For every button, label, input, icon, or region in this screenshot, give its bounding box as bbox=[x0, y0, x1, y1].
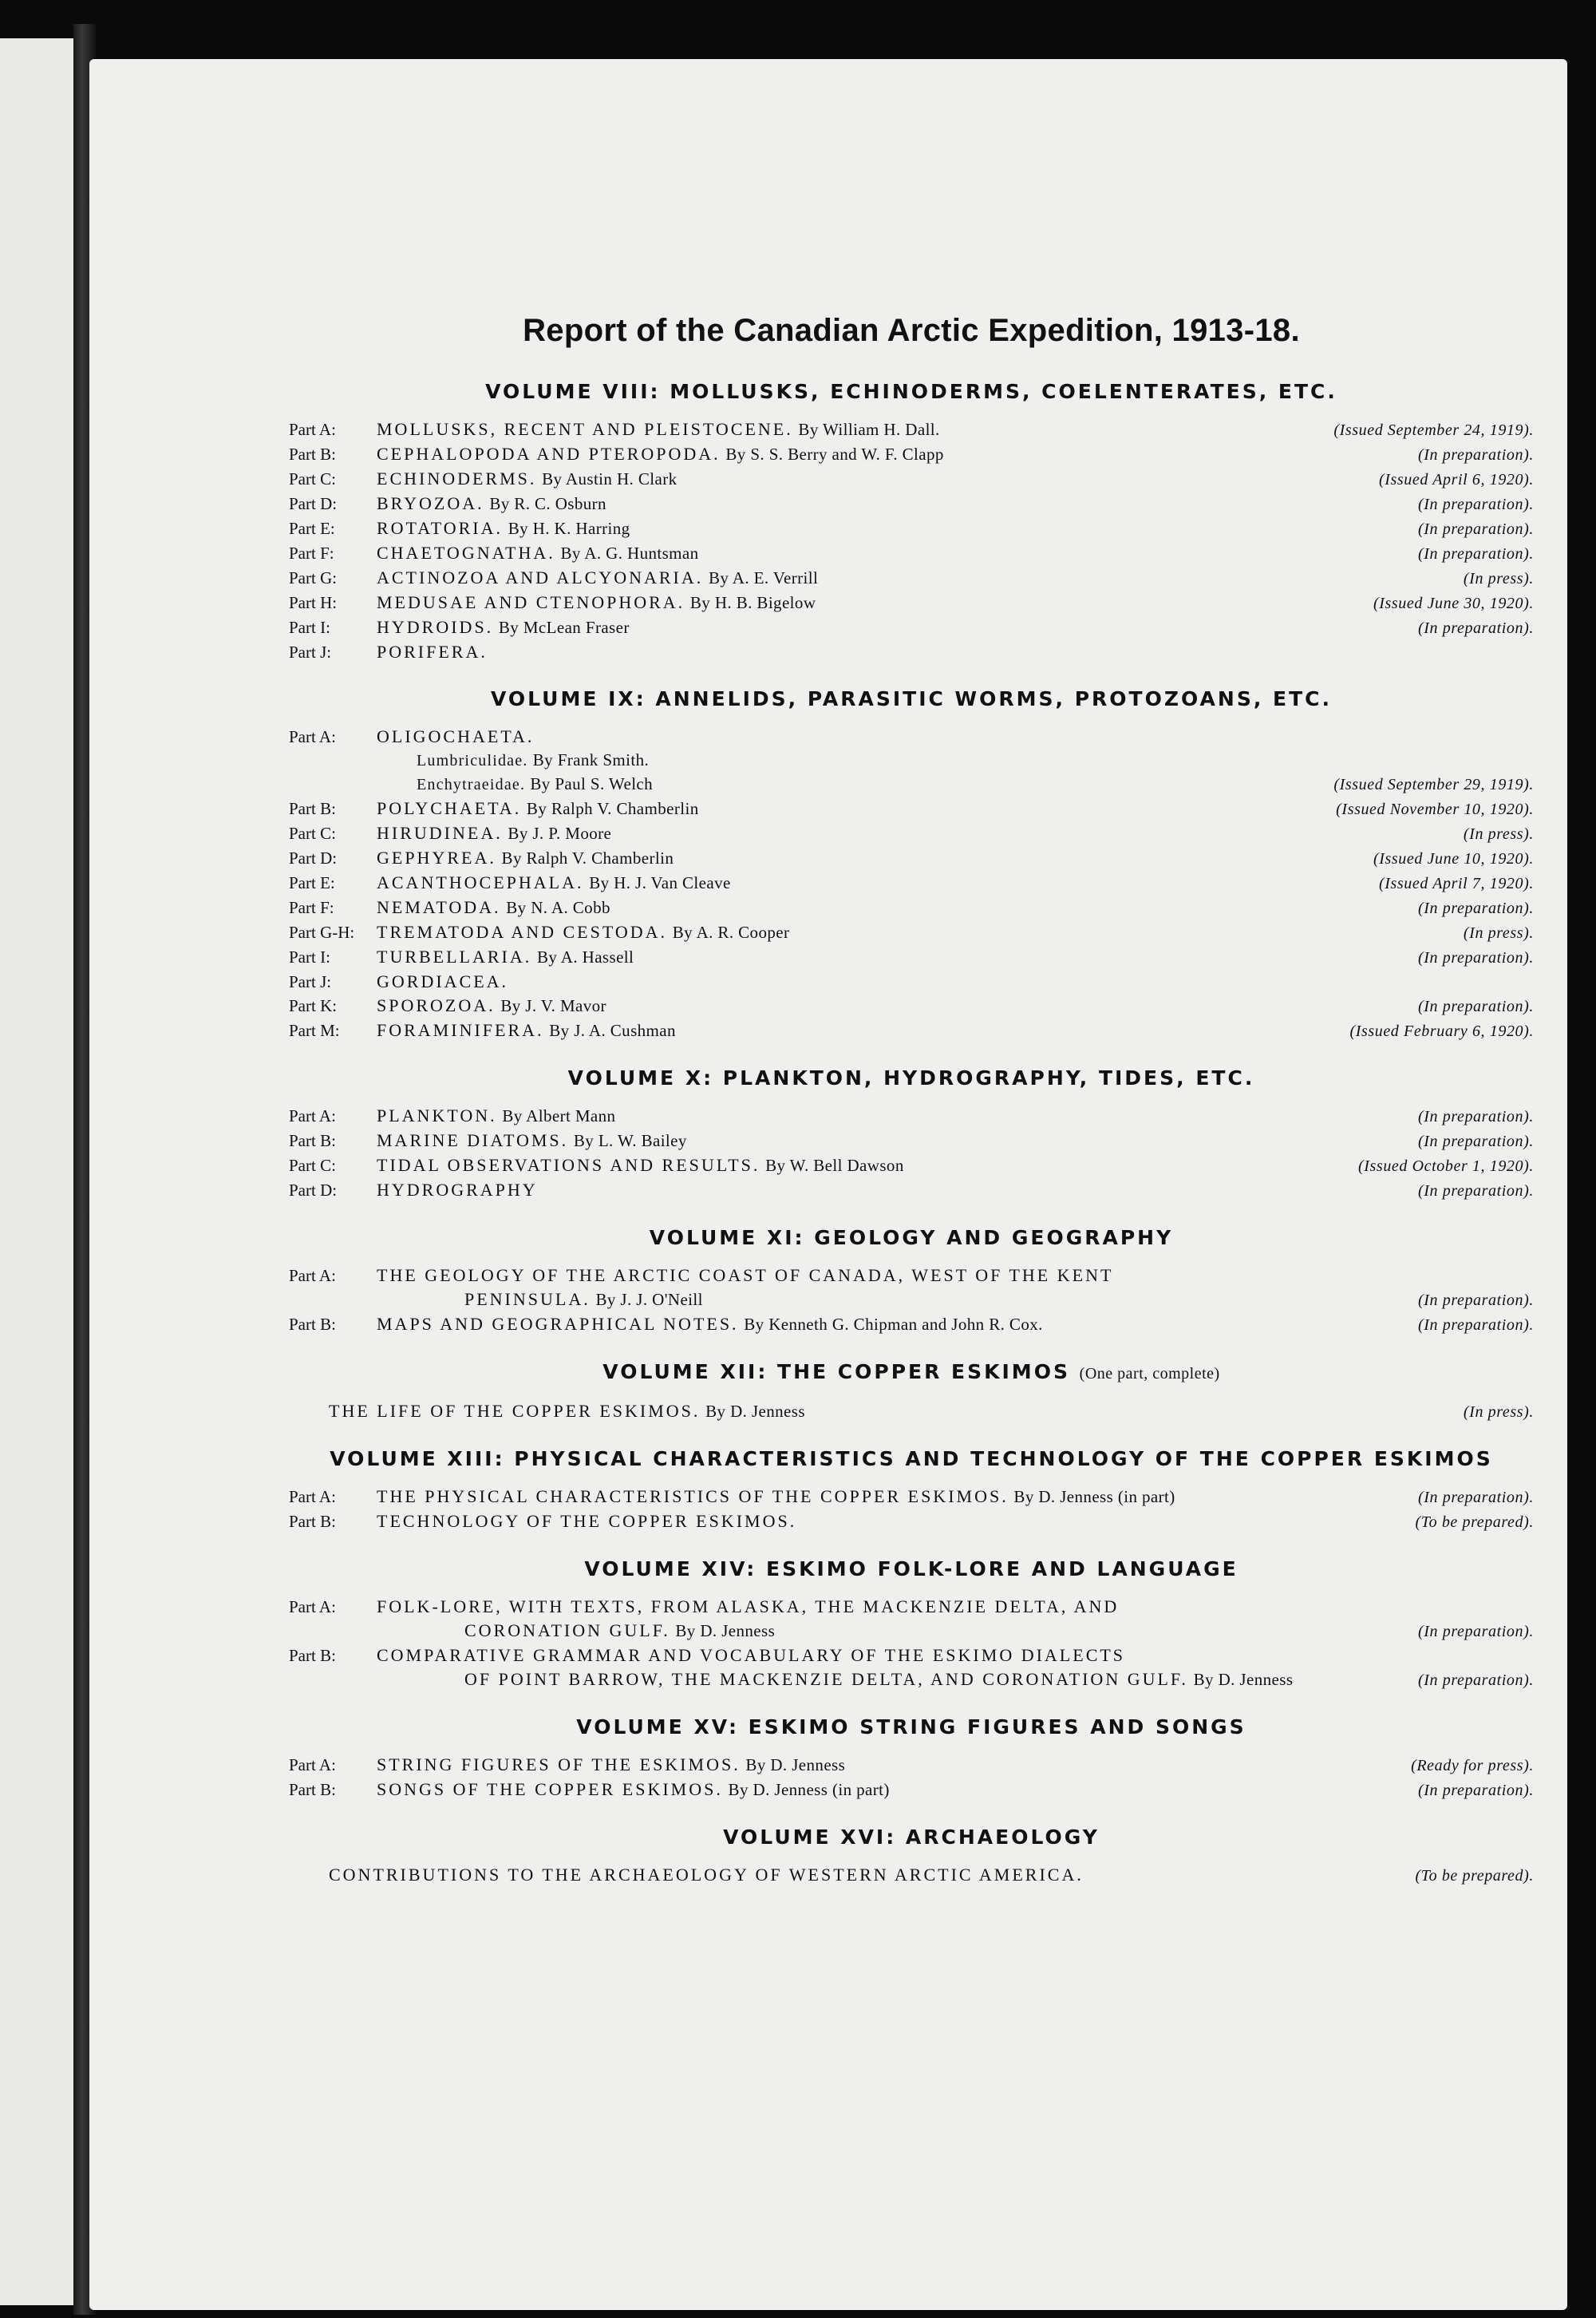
volume-section bbox=[289, 1448, 1534, 1534]
part-title: SPOROZOA. bbox=[377, 995, 496, 1015]
part-status: (In preparation). bbox=[1418, 900, 1534, 917]
page-title: Report of the Canadian Arctic Expedition, 1913-18. bbox=[523, 313, 1300, 348]
part-author: By D. Jenness (in part) bbox=[728, 1780, 890, 1799]
volume-heading-text: VOLUME XVI: ARCHAEOLOGY bbox=[723, 1826, 1100, 1849]
part-entry bbox=[289, 1509, 1534, 1534]
part-text bbox=[377, 1178, 1407, 1201]
part-text bbox=[377, 566, 1452, 590]
part-text bbox=[377, 896, 1407, 920]
part-title: FORAMINIFERA. bbox=[377, 1020, 544, 1040]
part-status: (Issued September 24, 1919). bbox=[1333, 421, 1534, 439]
part-title: FOLK-LORE, WITH TEXTS, FROM ALASKA, THE MACKENZIE DELTA, AND bbox=[377, 1596, 1120, 1616]
part-title: HIRUDINEA. bbox=[377, 823, 503, 843]
part-title: ACANTHOCEPHALA. bbox=[377, 872, 584, 892]
part-status: (Ready for press). bbox=[1411, 1757, 1534, 1774]
part-label: Part B: bbox=[289, 799, 336, 818]
part-entry bbox=[289, 1104, 1534, 1129]
adjacent-page-edge bbox=[0, 38, 73, 2305]
part-status: (Issued April 7, 1920). bbox=[1379, 875, 1534, 892]
part-entry bbox=[289, 773, 1534, 797]
part-title: PLANKTON. bbox=[377, 1106, 497, 1125]
part-text bbox=[377, 1104, 1407, 1128]
part-title: Lumbriculidae. bbox=[417, 752, 528, 769]
part-text bbox=[377, 1644, 1534, 1667]
part-label: Part G: bbox=[289, 568, 338, 587]
part-text bbox=[464, 1667, 1407, 1691]
part-status: (Issued June 10, 1920). bbox=[1373, 850, 1534, 868]
part-label: Part I: bbox=[289, 947, 330, 967]
part-author: By A. R. Cooper bbox=[672, 923, 790, 942]
part-status: (In preparation). bbox=[1418, 446, 1534, 464]
part-status: (To be prepared). bbox=[1415, 1513, 1534, 1531]
part-text bbox=[417, 773, 1322, 797]
part-text bbox=[377, 1129, 1407, 1153]
volume-section bbox=[289, 1067, 1534, 1203]
part-text bbox=[377, 1595, 1534, 1618]
part-label: Part J: bbox=[289, 643, 332, 662]
part-entry bbox=[289, 591, 1534, 615]
part-status: (In press). bbox=[1463, 924, 1534, 942]
part-author: By J. V. Mavor bbox=[500, 996, 606, 1015]
part-entry bbox=[289, 640, 1534, 664]
part-entry bbox=[289, 1778, 1534, 1802]
part-status: (In preparation). bbox=[1418, 1316, 1534, 1334]
part-title: SONGS OF THE COPPER ESKIMOS. bbox=[377, 1779, 723, 1799]
part-author: By H. J. Van Cleave bbox=[589, 873, 731, 892]
part-label: Part E: bbox=[289, 519, 335, 538]
part-entry bbox=[289, 945, 1534, 970]
part-entry bbox=[289, 467, 1534, 492]
volume-heading-text: VOLUME XII: THE COPPER ESKIMOS bbox=[602, 1360, 1070, 1383]
part-title: TECHNOLOGY OF THE COPPER ESKIMOS. bbox=[377, 1511, 797, 1531]
part-author: By D. Jenness bbox=[1193, 1670, 1294, 1689]
part-title: ECHINODERMS. bbox=[377, 469, 537, 489]
part-status: (In preparation). bbox=[1418, 1489, 1534, 1506]
part-text bbox=[377, 725, 1534, 748]
part-entry bbox=[289, 1312, 1534, 1337]
part-status: (Issued November 10, 1920). bbox=[1336, 801, 1534, 818]
part-entry bbox=[289, 566, 1534, 591]
volume-heading-text: VOLUME XI: GEOLOGY AND GEOGRAPHY bbox=[649, 1226, 1174, 1249]
part-text bbox=[377, 871, 1368, 895]
part-entry bbox=[289, 1019, 1534, 1043]
part-title: TIDAL OBSERVATIONS AND RESULTS. bbox=[377, 1155, 760, 1175]
part-label: Part B: bbox=[289, 1315, 336, 1334]
volume-heading bbox=[289, 688, 1534, 710]
part-title: MOLLUSKS, RECENT AND PLEISTOCENE. bbox=[377, 419, 793, 439]
volume-heading-text: VOLUME X: PLANKTON, HYDROGRAPHY, TIDES, ETC. bbox=[567, 1066, 1255, 1090]
part-label: Part B: bbox=[289, 1780, 336, 1799]
part-author: By McLean Fraser bbox=[498, 618, 630, 637]
part-entry bbox=[289, 1595, 1534, 1619]
part-author: By J. A. Cushman bbox=[549, 1021, 676, 1040]
part-author: By N. A. Cobb bbox=[506, 898, 610, 917]
part-status: (In preparation). bbox=[1418, 1623, 1534, 1640]
volume-heading-text: VOLUME XIII: PHYSICAL CHARACTERISTICS AND TECHNOLOGY OF THE COPPER ESKIMOS bbox=[330, 1447, 1493, 1470]
part-text bbox=[377, 821, 1452, 845]
part-status: (In press). bbox=[1463, 570, 1534, 587]
part-text bbox=[377, 846, 1362, 870]
part-entry bbox=[289, 821, 1534, 846]
part-title: GORDIACEA. bbox=[377, 971, 509, 991]
part-label: Part K: bbox=[289, 996, 338, 1015]
part-status: (In preparation). bbox=[1418, 496, 1534, 513]
part-author: By Kenneth G. Chipman and John R. Cox. bbox=[744, 1315, 1043, 1334]
part-text bbox=[377, 615, 1407, 639]
volume-heading-text: VOLUME XV: ESKIMO STRING FIGURES AND SONGS bbox=[576, 1715, 1246, 1738]
part-status: (In press). bbox=[1463, 825, 1534, 843]
part-status: (In preparation). bbox=[1418, 1671, 1534, 1689]
part-entry bbox=[289, 492, 1534, 516]
part-author: By R. C. Osburn bbox=[489, 494, 606, 513]
part-entry bbox=[289, 749, 1534, 773]
part-status: (In preparation). bbox=[1418, 949, 1534, 967]
part-title: OLIGOCHAETA. bbox=[377, 726, 535, 746]
part-author: By S. S. Berry and W. F. Clapp bbox=[725, 445, 944, 464]
part-status: (Issued September 29, 1919). bbox=[1333, 776, 1534, 793]
part-text bbox=[377, 920, 1452, 944]
part-label: Part B: bbox=[289, 1646, 336, 1665]
part-title: Enchytraeidae. bbox=[417, 776, 526, 793]
part-author: By A. E. Verrill bbox=[708, 568, 819, 587]
part-text bbox=[417, 749, 1534, 773]
part-entry bbox=[289, 1753, 1534, 1778]
part-text bbox=[377, 1753, 1400, 1777]
part-status: (In press). bbox=[1463, 1403, 1534, 1421]
part-title: MARINE DIATOMS. bbox=[377, 1130, 569, 1150]
volume-section bbox=[289, 381, 1534, 664]
volume-heading bbox=[289, 1826, 1534, 1849]
part-status: (In preparation). bbox=[1418, 1182, 1534, 1200]
volume-heading-text: VOLUME VIII: MOLLUSKS, ECHINODERMS, COELENTERATES, ETC. bbox=[485, 380, 1337, 403]
part-text bbox=[377, 417, 1322, 441]
volume-heading bbox=[289, 1558, 1534, 1580]
volume-heading bbox=[289, 1067, 1534, 1090]
volume-heading bbox=[289, 1448, 1534, 1470]
part-entry bbox=[289, 1264, 1534, 1288]
part-text bbox=[377, 1778, 1407, 1802]
part-entry bbox=[289, 615, 1534, 640]
volume-heading bbox=[289, 1227, 1534, 1249]
part-author: By D. Jenness bbox=[705, 1402, 805, 1421]
volume-section bbox=[289, 688, 1534, 1043]
part-title: STRING FIGURES OF THE ESKIMOS. bbox=[377, 1754, 741, 1774]
volume-heading bbox=[289, 1361, 1534, 1385]
part-title: CHAETOGNATHA. bbox=[377, 543, 555, 563]
volume-heading bbox=[289, 381, 1534, 403]
part-title: HYDROIDS. bbox=[377, 617, 494, 637]
part-label: Part F: bbox=[289, 898, 334, 917]
part-entry bbox=[289, 797, 1534, 821]
part-text bbox=[377, 640, 1534, 663]
volume-list bbox=[289, 381, 1534, 1888]
volume-section bbox=[289, 1826, 1534, 1888]
part-label: Part M: bbox=[289, 1021, 340, 1040]
part-entry bbox=[289, 1178, 1534, 1203]
part-label: Part A: bbox=[289, 1106, 336, 1125]
part-text bbox=[329, 1863, 1404, 1886]
volume-note: (One part, complete) bbox=[1079, 1365, 1220, 1382]
part-title: PORIFERA. bbox=[377, 642, 488, 662]
part-author: By D. Jenness bbox=[675, 1621, 776, 1640]
part-author: By L. W. Bailey bbox=[573, 1131, 687, 1150]
part-label: Part C: bbox=[289, 469, 336, 489]
part-entry bbox=[289, 1863, 1534, 1888]
part-entry bbox=[289, 1153, 1534, 1178]
part-status: (In preparation). bbox=[1418, 1782, 1534, 1799]
document-page bbox=[89, 59, 1567, 2310]
part-status: (In preparation). bbox=[1418, 545, 1534, 563]
part-label: Part D: bbox=[289, 848, 338, 868]
part-author: By H. K. Harring bbox=[508, 519, 630, 538]
part-label: Part G-H: bbox=[289, 923, 355, 942]
part-status: (Issued February 6, 1920). bbox=[1349, 1023, 1534, 1040]
part-label: Part C: bbox=[289, 1156, 336, 1175]
volume-section bbox=[289, 1558, 1534, 1692]
part-text bbox=[464, 1288, 1407, 1311]
part-title: POLYCHAETA. bbox=[377, 798, 522, 818]
part-text bbox=[377, 945, 1407, 969]
part-status: (Issued June 30, 1920). bbox=[1373, 595, 1534, 612]
part-author: By A. G. Huntsman bbox=[560, 544, 699, 563]
part-label: Part A: bbox=[289, 1266, 336, 1285]
part-author: By William H. Dall. bbox=[798, 420, 940, 439]
volume-heading bbox=[289, 1716, 1534, 1738]
part-title: ACTINOZOA AND ALCYONARIA. bbox=[377, 568, 704, 587]
page-content bbox=[289, 313, 1534, 1888]
part-entry bbox=[289, 1129, 1534, 1153]
part-text bbox=[377, 516, 1407, 540]
part-entry bbox=[289, 920, 1534, 945]
part-entry bbox=[289, 1644, 1534, 1667]
part-text bbox=[377, 1485, 1407, 1509]
part-title: MEDUSAE AND CTENOPHORA. bbox=[377, 592, 685, 612]
part-label: Part A: bbox=[289, 727, 336, 746]
part-title: COMPARATIVE GRAMMAR AND VOCABULARY OF THE ESKIMO DIALECTS bbox=[377, 1645, 1126, 1665]
part-entry-continued bbox=[289, 1619, 1534, 1644]
part-label: Part B: bbox=[289, 445, 336, 464]
part-text bbox=[464, 1619, 1407, 1643]
volume-heading-text: VOLUME XIV: ESKIMO FOLK-LORE AND LANGUAGE bbox=[584, 1557, 1238, 1580]
part-title: THE LIFE OF THE COPPER ESKIMOS. bbox=[329, 1401, 701, 1421]
part-entry bbox=[289, 442, 1534, 467]
part-label: Part I: bbox=[289, 618, 330, 637]
part-text bbox=[377, 1019, 1338, 1042]
part-entry bbox=[289, 516, 1534, 541]
part-status: (In preparation). bbox=[1418, 1108, 1534, 1125]
part-author: By Frank Smith. bbox=[532, 750, 650, 769]
part-label: Part A: bbox=[289, 1755, 336, 1774]
part-label: Part A: bbox=[289, 1597, 336, 1616]
part-status: (Issued October 1, 1920). bbox=[1358, 1157, 1534, 1175]
part-label: Part J: bbox=[289, 972, 332, 991]
part-label: Part A: bbox=[289, 420, 336, 439]
part-entry bbox=[289, 541, 1534, 566]
part-author: By D. Jenness (in part) bbox=[1013, 1487, 1175, 1506]
part-entry bbox=[289, 896, 1534, 920]
part-entry-continued bbox=[289, 1288, 1534, 1312]
part-title: HYDROGRAPHY bbox=[377, 1180, 538, 1200]
part-text bbox=[377, 1509, 1404, 1533]
part-text bbox=[329, 1399, 1452, 1423]
part-status: (In preparation). bbox=[1418, 998, 1534, 1015]
part-author: By Ralph V. Chamberlin bbox=[501, 848, 674, 868]
part-status: (In preparation). bbox=[1418, 619, 1534, 637]
part-status: (In preparation). bbox=[1418, 520, 1534, 538]
part-author: By H. B. Bigelow bbox=[689, 593, 816, 612]
part-label: Part F: bbox=[289, 544, 334, 563]
part-label: Part B: bbox=[289, 1512, 336, 1531]
part-author: By W. Bell Dawson bbox=[765, 1156, 904, 1175]
part-title: TREMATODA AND CESTODA. bbox=[377, 922, 668, 942]
part-text bbox=[377, 797, 1325, 821]
part-title: GEPHYREA. bbox=[377, 848, 496, 868]
part-text bbox=[377, 970, 1534, 993]
part-label: Part D: bbox=[289, 494, 338, 513]
part-status: (In preparation). bbox=[1418, 1292, 1534, 1309]
part-label: Part H: bbox=[289, 593, 338, 612]
part-text bbox=[377, 994, 1407, 1018]
part-title: CEPHALOPODA AND PTEROPODA. bbox=[377, 444, 721, 464]
part-entry bbox=[289, 1485, 1534, 1509]
part-text bbox=[377, 1153, 1347, 1177]
part-author: By J. P. Moore bbox=[508, 824, 612, 843]
part-text bbox=[377, 1312, 1407, 1336]
volume-section bbox=[289, 1716, 1534, 1802]
volume-section bbox=[289, 1227, 1534, 1337]
part-entry bbox=[289, 994, 1534, 1019]
part-status: (To be prepared). bbox=[1415, 1867, 1534, 1885]
part-entry bbox=[289, 1399, 1534, 1424]
part-title: NEMATODA. bbox=[377, 897, 501, 917]
part-entry-continued bbox=[289, 1667, 1534, 1692]
part-entry bbox=[289, 871, 1534, 896]
part-title: TURBELLARIA. bbox=[377, 947, 532, 967]
part-title: MAPS AND GEOGRAPHICAL NOTES. bbox=[377, 1314, 739, 1334]
part-title: CONTRIBUTIONS TO THE ARCHAEOLOGY OF WESTERN ARCTIC AMERICA. bbox=[329, 1865, 1084, 1885]
part-author: By Austin H. Clark bbox=[542, 469, 678, 489]
part-text bbox=[377, 467, 1368, 491]
part-label: Part D: bbox=[289, 1181, 338, 1200]
part-author: By Paul S. Welch bbox=[530, 774, 654, 793]
part-text bbox=[377, 492, 1407, 516]
part-entry bbox=[289, 970, 1534, 994]
part-title: ROTATORIA. bbox=[377, 518, 504, 538]
part-author: By J. J. O'Neill bbox=[595, 1290, 703, 1309]
part-status: (In preparation). bbox=[1418, 1133, 1534, 1150]
part-entry bbox=[289, 417, 1534, 442]
part-title-continued: PENINSULA. bbox=[464, 1289, 591, 1309]
part-title: BRYOZOA. bbox=[377, 493, 484, 513]
part-label: Part A: bbox=[289, 1487, 336, 1506]
part-author: By A. Hassell bbox=[536, 947, 634, 967]
part-title: THE PHYSICAL CHARACTERISTICS OF THE COPPER ESKIMOS. bbox=[377, 1486, 1009, 1506]
part-status: (Issued April 6, 1920). bbox=[1379, 471, 1534, 489]
volume-heading-text: VOLUME IX: ANNELIDS, PARASITIC WORMS, PROTOZOANS, ETC. bbox=[490, 687, 1333, 710]
part-author: By Ralph V. Chamberlin bbox=[526, 799, 699, 818]
part-text bbox=[377, 591, 1362, 615]
part-label: Part E: bbox=[289, 873, 335, 892]
part-author: By D. Jenness bbox=[745, 1755, 846, 1774]
part-text bbox=[377, 442, 1407, 466]
part-label: Part B: bbox=[289, 1131, 336, 1150]
part-text bbox=[377, 1264, 1534, 1287]
part-title-continued: CORONATION GULF. bbox=[464, 1620, 670, 1640]
part-title: THE GEOLOGY OF THE ARCTIC COAST OF CANADA, WEST OF THE KENT bbox=[377, 1265, 1114, 1285]
part-title-continued: OF POINT BARROW, THE MACKENZIE DELTA, AND CORONATION GULF. bbox=[464, 1669, 1188, 1689]
part-label: Part C: bbox=[289, 824, 336, 843]
volume-section bbox=[289, 1361, 1534, 1424]
part-author: By Albert Mann bbox=[502, 1106, 616, 1125]
part-entry bbox=[289, 846, 1534, 871]
part-entry bbox=[289, 725, 1534, 749]
part-text bbox=[377, 541, 1407, 565]
